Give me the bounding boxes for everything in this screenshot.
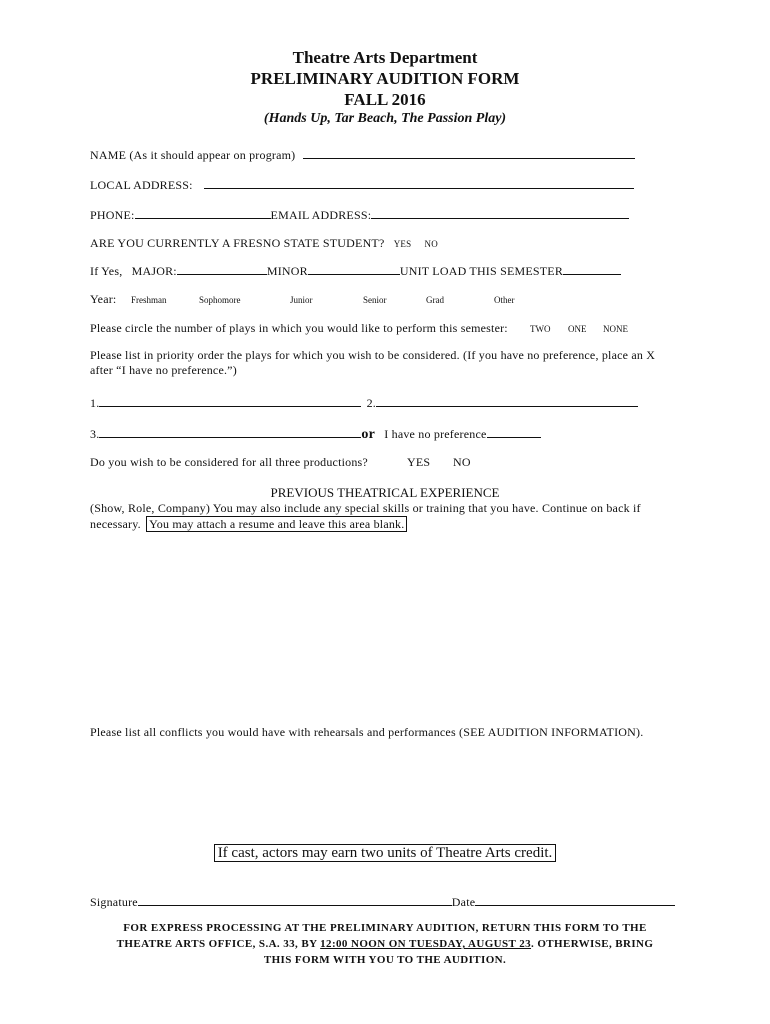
year-option-other[interactable]: Other xyxy=(494,295,515,305)
priority-row-1-2 xyxy=(90,394,638,411)
department-heading: Theatre Arts Department xyxy=(292,48,478,67)
priority-3-field[interactable] xyxy=(99,425,361,438)
conflicts-instructions: Please list all conflicts you would have with rehearsals and performances (SEE AUDITION INFORMATION). xyxy=(90,725,644,739)
footer-line2-start: THEATRE ARTS OFFICE, S.A. 33, BY xyxy=(116,938,321,950)
experience-instructions-line1: (Show, Role, Company) You may also include any special skills or training that you have. Continue on back if xyxy=(90,501,641,515)
priority-instructions-line2: after “I have no preference.”) xyxy=(90,363,237,377)
signature-label: Signature xyxy=(90,895,138,909)
form-title: PRELIMINARY AUDITION FORM xyxy=(250,69,520,88)
no-preference-label: I have no preference xyxy=(384,427,487,441)
all-three-yes-option[interactable]: YES xyxy=(407,455,431,469)
year-option-senior[interactable]: Senior xyxy=(363,295,387,305)
minor-field[interactable] xyxy=(308,262,400,275)
phone-field[interactable] xyxy=(135,206,271,219)
footer-line3: THIS FORM WITH YOU TO THE AUDITION. xyxy=(263,954,507,966)
major-row xyxy=(90,262,621,279)
year-option-grad[interactable]: Grad xyxy=(426,295,444,305)
plays-option-two[interactable]: TWO xyxy=(530,324,551,334)
or-label: or xyxy=(361,427,376,442)
major-field[interactable] xyxy=(177,262,267,275)
email-label: EMAIL ADDRESS: xyxy=(270,208,372,222)
credit-note: If cast, actors may earn two units of Theatre Arts credit. xyxy=(214,844,557,862)
unit-load-field[interactable] xyxy=(563,262,621,275)
no-preference-field[interactable] xyxy=(487,425,541,438)
priority-2-label: 2. xyxy=(366,396,377,410)
necessary-text: necessary. xyxy=(90,517,141,531)
all-three-question: Do you wish to be considered for all three productions? xyxy=(90,455,368,469)
name-label: NAME (As it should appear on program) xyxy=(90,148,296,162)
priority-row-3 xyxy=(90,425,541,443)
date-label: Date xyxy=(451,895,476,909)
priority-1-field[interactable] xyxy=(99,394,361,407)
major-label: MAJOR: xyxy=(131,264,177,278)
priority-2-field[interactable] xyxy=(376,394,638,407)
unit-load-label: UNIT LOAD THIS SEMESTER xyxy=(399,264,564,278)
student-row xyxy=(90,236,438,251)
plays-subtitle: (Hands Up, Tar Beach, The Passion Play) xyxy=(263,111,507,126)
footer-line2-end: . OTHERWISE, BRING xyxy=(531,938,654,950)
name-field[interactable] xyxy=(303,146,635,159)
plays-option-none[interactable]: NONE xyxy=(603,324,628,334)
priority-instructions-line1: Please list in priority order the plays for which you wish to be considered. (If you have no preference, place an X xyxy=(90,348,656,362)
student-no-option[interactable]: NO xyxy=(424,239,438,249)
year-option-freshman[interactable]: Freshman xyxy=(131,295,167,305)
date-field[interactable] xyxy=(475,893,675,906)
email-field[interactable] xyxy=(371,206,629,219)
experience-area[interactable] xyxy=(90,540,680,710)
signature-field[interactable] xyxy=(138,893,452,906)
priority-1-label: 1. xyxy=(90,396,100,410)
footer-line2 xyxy=(0,938,770,950)
credit-note-wrap xyxy=(0,844,770,862)
address-label: LOCAL ADDRESS: xyxy=(90,178,193,192)
conflicts-area[interactable] xyxy=(90,745,680,840)
student-question: ARE YOU CURRENTLY A FRESNO STATE STUDENT? xyxy=(90,236,385,250)
term-heading: FALL 2016 xyxy=(344,90,426,109)
footer-line1: FOR EXPRESS PROCESSING AT THE PRELIMINARY AUDITION, RETURN THIS FORM TO THE xyxy=(123,922,647,934)
name-row xyxy=(90,146,635,163)
all-three-no-option[interactable]: NO xyxy=(453,455,471,469)
resume-note: You may attach a resume and leave this area blank. xyxy=(146,516,407,532)
phone-email-row xyxy=(90,206,629,223)
circle-plays-question: Please circle the number of plays in which you would like to perform this semester: xyxy=(90,321,508,335)
student-yes-option[interactable]: YES xyxy=(393,239,412,249)
footer-deadline: 12:00 NOON ON TUESDAY, AUGUST 23 xyxy=(320,938,532,950)
year-label: Year: xyxy=(90,292,117,306)
experience-instructions-line2 xyxy=(90,517,407,532)
address-field[interactable] xyxy=(204,176,634,189)
minor-label: MINOR xyxy=(266,264,308,278)
year-option-junior[interactable]: Junior xyxy=(290,295,313,305)
if-yes-label: If Yes, xyxy=(90,264,123,278)
address-row xyxy=(90,176,634,193)
experience-heading: PREVIOUS THEATRICAL EXPERIENCE xyxy=(270,485,500,500)
year-option-sophomore[interactable]: Sophomore xyxy=(199,295,241,305)
priority-3-label: 3. xyxy=(90,427,100,441)
signature-row xyxy=(90,893,675,910)
phone-label: PHONE: xyxy=(90,208,135,222)
plays-option-one[interactable]: ONE xyxy=(568,324,587,334)
